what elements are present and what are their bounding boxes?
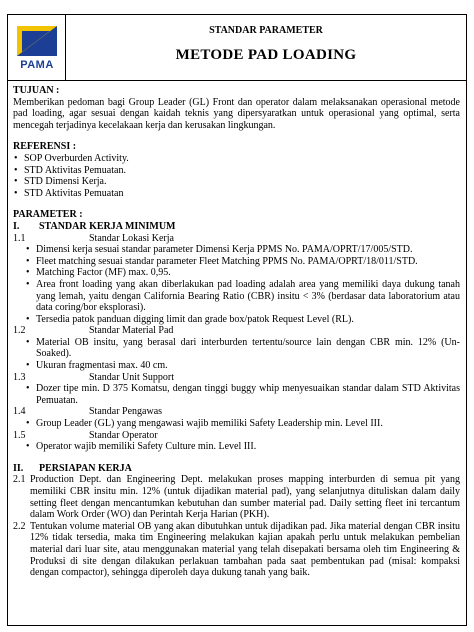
subsection-list <box>13 418 460 430</box>
list-item: • STD Dimensi Kerja. <box>13 176 460 188</box>
list-item: • STD Aktivitas Pemuatan. <box>13 165 460 177</box>
list-item: • Fleet matching sesuai standar parameter Fleet Matching PPMS No. PAMA/OPRT/18/011/STD. <box>13 256 460 268</box>
subsection-list <box>13 441 460 453</box>
document-subtitle: STANDAR PARAMETER <box>209 25 323 36</box>
list-item: • Area front loading yang akan diberlakukan pad loading adalah area yang memiliki daya dukung tanah yang lemah, yaitu dengan California Bearing Ratio (CBR) insitu < 3% (berdasar data laboratorium atau data coring/bor eksplorasi). <box>13 279 460 314</box>
document-page <box>7 14 467 626</box>
subsection-title: Standar Lokasi Kerja <box>89 232 174 244</box>
item-text: Production Dept. dan Engineering Dept. melakukan proses mapping interburden di semua pit yang memiliki CBR insitu min. 12% (untuk dijadikan material pad), yang selanjutnya dituliskan dalam daily setting fleet dengan mencantumkan kebutuhan dan sumber material pad. Daily setting fleet ini tercantum dalam Work Order (WO) dan Perintah Kerja Harian (PKH). <box>30 474 460 521</box>
document-body <box>8 82 466 579</box>
subsection-number: 1.3 <box>13 371 26 383</box>
section-number: II. <box>13 462 24 474</box>
section-title: STANDAR KERJA MINIMUM <box>39 220 176 232</box>
subsection-list <box>13 244 460 325</box>
referensi-heading: REFERENSI : <box>13 141 77 153</box>
subsection-heading <box>13 233 460 245</box>
subsection-number: 1.1 <box>13 232 26 244</box>
section-number: I. <box>13 220 20 232</box>
subsection-list <box>13 337 460 372</box>
subsection-title: Standar Operator <box>89 429 158 441</box>
subsection-number: 1.4 <box>13 406 26 418</box>
list-item: • STD Aktivitas Pemuatan <box>13 188 460 200</box>
document-title: METODE PAD LOADING <box>175 47 357 63</box>
list-item: • Tersedia patok panduan digging limit dan grade box/patok Request Level (RL). <box>13 314 460 326</box>
pama-logo <box>8 15 66 80</box>
tujuan-heading: TUJUAN : <box>13 85 60 96</box>
section-heading <box>13 221 460 233</box>
subsection-number: 1.2 <box>13 325 26 337</box>
list-item: • Dimensi kerja sesuai standar parameter Dimensi Kerja PPMS No. PAMA/OPRT/17/005/STD. <box>13 244 460 256</box>
parameter-heading: PARAMETER : <box>13 209 83 221</box>
list-item: • Operator wajib memiliki Safety Culture min. Level III. <box>13 441 460 453</box>
item-text: Tentukan volume material OB yang akan dibutuhkan untuk dijadikan pad. Jika material dengan CBR insitu 12% tidak tersedia, maka tim Engineering melakukan kajian apakah perlu untuk melakukan pembelian material dari luar site, atau menggunakan material yang telah disepakati bersama oleh tim Engineering & Produksi di site dengan dilakukan perlakuan tambahan pada saat pembentukan pad (misal: kompaksi dengan compactor), sehingga diperoleh daya dukung tanah yang baik. <box>30 520 460 579</box>
referensi-list <box>13 153 460 199</box>
list-item: • Matching Factor (MF) max. 0,95. <box>13 267 460 279</box>
list-item: • Group Leader (GL) yang mengawasi wajib memiliki Safety Leadership min. Level III. <box>13 418 460 430</box>
subsection-list <box>13 383 460 406</box>
subsection-heading <box>13 430 460 442</box>
list-item: • SOP Overburden Activity. <box>13 153 460 165</box>
subsection-title: Standar Unit Support <box>89 371 174 383</box>
logo-wordmark: PAMA <box>20 59 54 71</box>
subsection-number: 1.5 <box>13 429 26 441</box>
section-heading <box>13 463 460 475</box>
tujuan-text: Memberikan pedoman bagi Group Leader (GL) Front dan operator dalam melaksanakan operasional metode pad loading, agar sesuai dengan kaidah teknis yang dipersyaratkan untuk operasional yang optimal, serta mencegah terjadinya kecelakaan kerja dan kerusakan lingkungan. <box>13 96 460 131</box>
item-number: 2.2 <box>13 520 26 532</box>
subsection-title: Standar Material Pad <box>89 325 174 337</box>
list-item: • Dozer tipe min. D 375 Komatsu, dengan tinggi buggy whip menyesuaikan standar dalam STD Aktivitas Pemuatan. <box>13 383 460 406</box>
subsection-title: Standar Pengawas <box>89 406 163 418</box>
subsection-heading <box>13 406 460 418</box>
list-item: • Material OB insitu, yang berasal dari interburden tertentu/source lain dengan CBR min. 12% (Un-Soaked). <box>13 337 460 360</box>
document-header <box>8 15 466 81</box>
item-number: 2.1 <box>13 474 26 486</box>
list-item: • Ukuran fragmentasi max. 40 cm. <box>13 360 460 372</box>
section-title: PERSIAPAN KERJA <box>39 462 132 474</box>
pama-emblem-icon <box>14 24 60 58</box>
subsection-heading <box>13 372 460 384</box>
numbered-item <box>13 474 460 520</box>
numbered-item <box>13 521 460 579</box>
subsection-heading <box>13 325 460 337</box>
